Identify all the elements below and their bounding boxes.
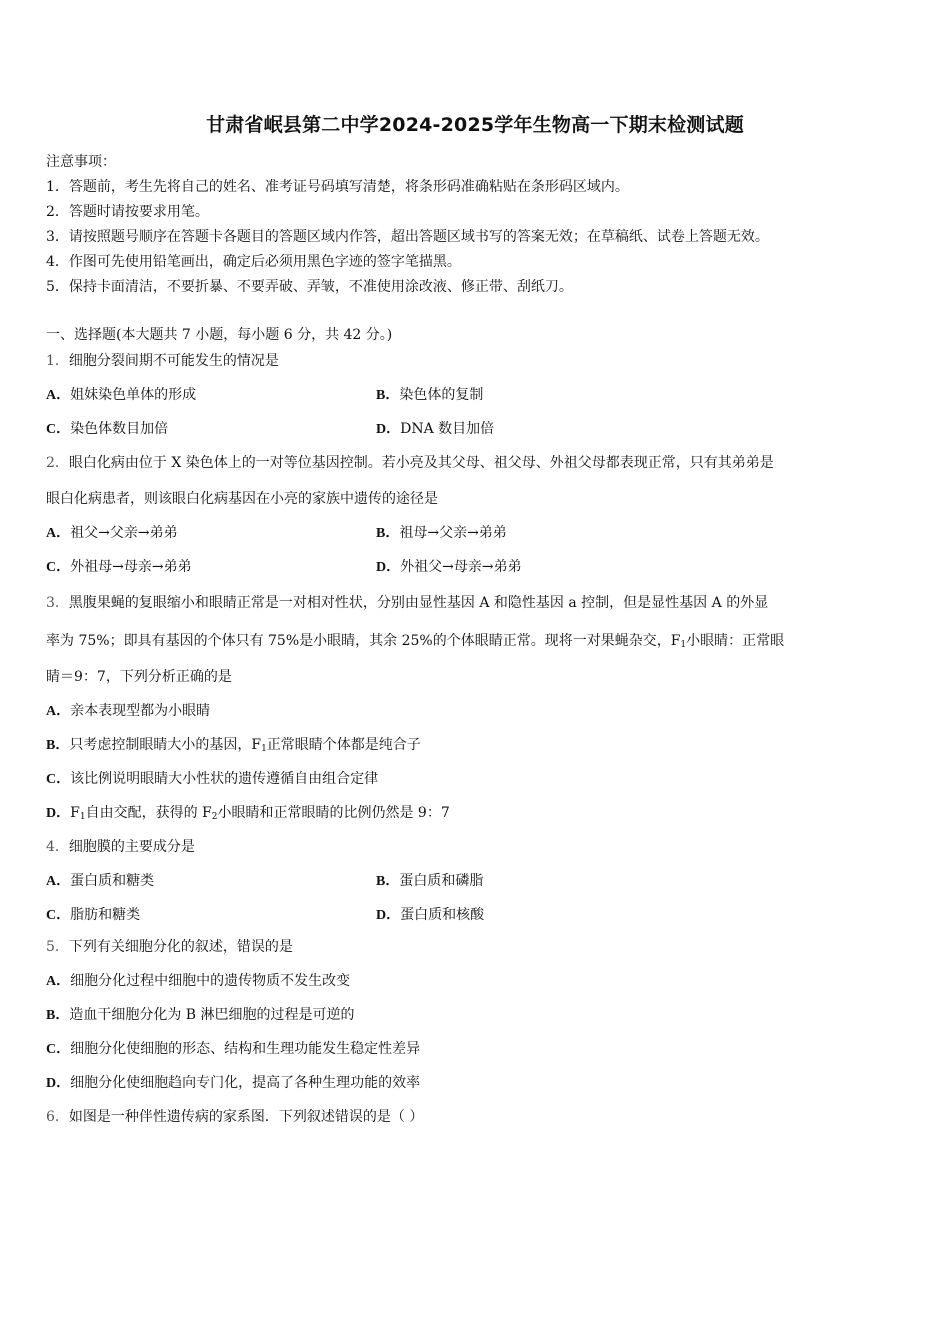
option-b[interactable]: B．染色体的复制 <box>376 387 484 403</box>
stem-text: 黑腹果蝇的复眼缩小和眼睛正常是一对相对性状，分别由显性基因 A 和隐性基因 a 控制，但是显性基因 A 的外显 <box>68 595 769 611</box>
option-c[interactable]: C．外祖母→母亲→弟弟 <box>46 559 192 575</box>
question-5 <box>46 930 916 1100</box>
option-a[interactable]: A．姐妹染色单体的形成 <box>46 387 197 403</box>
question-number: 6． <box>46 1109 69 1125</box>
question-number: 2． <box>46 455 69 471</box>
question-2 <box>46 444 916 584</box>
option-c[interactable]: C．该比例说明眼睛大小性状的遗传遵循自由组合定律 <box>46 771 379 787</box>
notes-heading: 注意事项： <box>46 154 116 170</box>
option-c[interactable]: C．脂肪和糖类 <box>46 907 141 923</box>
stem-text: 细胞膜的主要成分是 <box>68 839 195 855</box>
question-4 <box>46 830 916 932</box>
question-number: 5． <box>46 939 69 955</box>
note-item: 1．答题前，考生先将自己的姓名、准考证号码填写清楚，将条形码准确粘贴在条形码区域内。 <box>46 179 629 195</box>
question-stem <box>46 830 916 864</box>
stem-text: 细胞分裂间期不可能发生的情况是 <box>68 353 279 369</box>
option-row <box>46 412 916 446</box>
question-stem-line: 眼白化病患者，则该眼白化病基因在小亮的家族中遗传的途径是 <box>46 491 438 507</box>
question-3 <box>46 584 916 830</box>
stem-text: 眼白化病由位于 X 染色体上的一对等位基因控制。若小亮及其父母、祖父母、外祖父母都表现正常，只有其弟弟是 <box>68 455 774 471</box>
option-d[interactable]: D．$F_1$自由交配，获得的 $F_2$小眼睛和正常眼睛的比例仍然是 9：7 <box>46 805 450 822</box>
question-stem <box>46 1100 916 1134</box>
note-item: 3．请按照题号顺序在答题卡各题目的答题区域内作答，超出答题区域书写的答案无效；在草稿纸、试卷上答题无效。 <box>46 229 769 245</box>
question-stem <box>46 344 916 378</box>
note-item: 4．作图可先使用铅笔画出，确定后必须用黑色字迹的签字笔描黑。 <box>46 254 461 270</box>
option-c[interactable]: C．细胞分化使细胞的形态、结构和生理功能发生稳定性差异 <box>46 1041 421 1057</box>
question-stem-line: 睛＝9：7，下列分析正确的是 <box>46 669 232 685</box>
question-number: 1． <box>46 353 69 369</box>
option-d[interactable]: D．外祖父→母亲→弟弟 <box>376 559 522 575</box>
option-b[interactable]: B．蛋白质和磷脂 <box>376 873 484 889</box>
option-b[interactable]: B．祖母→父亲→弟弟 <box>376 525 507 541</box>
question-number: 4． <box>46 839 69 855</box>
stem-text: 如图是一种伴性遗传病的家系图．下列叙述错误的是（ ） <box>68 1109 424 1125</box>
question-number: 3． <box>46 595 69 611</box>
option-row <box>46 550 916 584</box>
stem-text: 下列有关细胞分化的叙述，错误的是 <box>68 939 293 955</box>
option-row <box>46 864 916 898</box>
note-item: 5．保持卡面清洁，不要折暴、不要弄破、弄皱，不准使用涂改液、修正带、刮纸刀。 <box>46 279 573 295</box>
question-stem <box>46 444 916 482</box>
option-row <box>46 378 916 412</box>
option-row <box>46 516 916 550</box>
section-heading: 一、选择题(本大题共 7 小题，每小题 6 分，共 42 分。) <box>46 327 393 343</box>
note-item: 2．答题时请按要求用笔。 <box>46 204 209 220</box>
option-a[interactable]: A．祖父→父亲→弟弟 <box>46 525 178 541</box>
option-row <box>46 898 916 932</box>
option-c[interactable]: C．染色体数目加倍 <box>46 421 169 437</box>
option-b[interactable]: B．只考虑控制眼睛大小的基因，$F_1$正常眼睛个体都是纯合子 <box>46 737 421 754</box>
option-d[interactable]: D．细胞分化使细胞趋向专门化，提高了各种生理功能的效率 <box>46 1075 421 1091</box>
option-b[interactable]: B．造血干细胞分化为 B 淋巴细胞的过程是可逆的 <box>46 1007 355 1023</box>
option-d[interactable]: D．蛋白质和核酸 <box>376 907 485 923</box>
question-stem <box>46 584 916 622</box>
page-title: 甘肃省岷县第二中学2024-2025学年生物高一下期末检测试题 <box>206 114 744 136</box>
question-stem <box>46 930 916 964</box>
option-a[interactable]: A．蛋白质和糖类 <box>46 873 155 889</box>
option-a[interactable]: A．亲本表现型都为小眼睛 <box>46 703 211 719</box>
question-6 <box>46 1100 916 1134</box>
option-d[interactable]: D．DNA 数目加倍 <box>376 421 495 437</box>
question-stem-line: 率为 75%；即具有基因的个体只有 75%是小眼睛，其余 25%的个体眼睛正常。现将一对果蝇杂交，$F_1$小眼睛：正常眼 <box>46 633 785 650</box>
question-1 <box>46 344 916 446</box>
notes-block <box>46 150 926 300</box>
option-a[interactable]: A．细胞分化过程中细胞中的遗传物质不发生改变 <box>46 973 351 989</box>
